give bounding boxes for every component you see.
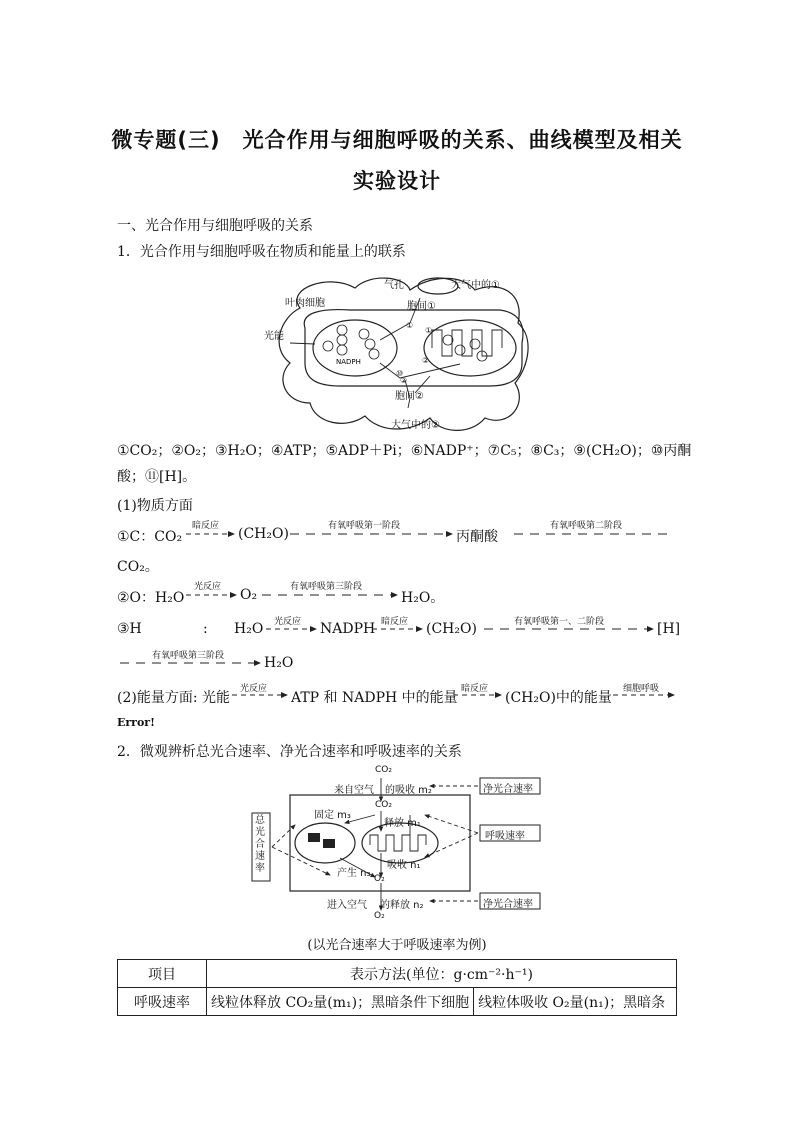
section-heading: 一、光合作用与细胞呼吸的关系 <box>117 218 313 234</box>
table-cell-respiration: 呼吸速率 <box>118 988 207 1016</box>
fig2-fix-m3: 固定 m₃ <box>314 810 351 821</box>
table-cell-co2: 线粒体释放 CO₂量(m₁)；黑暗条件下细胞 <box>207 988 474 1016</box>
table-cell-o2: 线粒体吸收 O₂量(n₁)；黑暗条 <box>474 988 677 1016</box>
item-2-heading: 2．微观辨析总光合速率、净光合速率和呼吸速率的关系 <box>117 744 462 760</box>
fig2-net-rate-1[interactable]: 净光合速率 <box>483 784 533 795</box>
fig2-from-air: 来自空气 <box>334 785 374 796</box>
hydrogen-colon: : <box>203 621 208 637</box>
table-header-item: 项目 <box>118 960 207 988</box>
fig1-intercellular1-label: 胞间① <box>407 301 436 312</box>
legend-line-1: ①CO₂；②O₂；③H₂O；④ATP；⑤ADP＋Pi；⑥NADP⁺；⑦C₅；⑧C₃；⑨(CH₂O)；⑩丙酮 <box>117 443 692 459</box>
oxygen-arrow1-label: 光反应 <box>194 582 222 592</box>
energy-arrow2-label: 暗反应 <box>461 684 489 694</box>
item-1-heading: 1．光合作用与细胞呼吸在物质和能量上的联系 <box>117 244 406 260</box>
hydrogen-path-start: ③H <box>117 621 142 637</box>
energy-arrow3-label: 细胞呼吸 <box>623 684 660 694</box>
carbon-path-end: CO₂。 <box>117 559 159 575</box>
fig1-intercellular2-label: 胞间② <box>395 391 424 402</box>
svg-text:⑩: ⑩ <box>396 369 404 378</box>
carbon-arrow3-label: 有氧呼吸第二阶段 <box>550 521 623 531</box>
fig1-mesophyll-label: 叶肉细胞 <box>285 298 325 309</box>
material-heading: (1)物质方面 <box>117 498 193 514</box>
fig1-air2-label: 大气中的② <box>391 420 440 431</box>
fig2-o2-mid: O₂ <box>374 874 385 884</box>
carbon-m1: (CH₂O) <box>238 526 289 542</box>
oxygen-m1: O₂ <box>240 587 258 603</box>
svg-text:②: ② <box>422 356 430 365</box>
svg-text:①: ① <box>406 321 414 330</box>
hydrogen-arrow3-label: 有氧呼吸第一、二阶段 <box>514 617 605 627</box>
fig2-total-rate[interactable]: 总光合速率 <box>255 815 265 874</box>
page-title-line1: 微专题(三) 光合作用与细胞呼吸的关系、曲线模型及相关 <box>111 128 683 152</box>
rates-table <box>117 959 677 1016</box>
fig2-net-rate-2[interactable]: 净光合速率 <box>483 899 533 910</box>
fig2-co2-top: CO₂ <box>375 765 392 775</box>
fig2-absorb-n1: 吸收 n₁ <box>387 860 421 871</box>
fig2-caption: (以光合速率大于呼吸速率为例) <box>307 938 487 953</box>
energy-arrow1-label: 光反应 <box>240 684 268 694</box>
oxygen-path-start: ②O：H₂O <box>117 590 185 606</box>
table-header-method: 表示方法(单位：g·cm⁻²·h⁻¹) <box>207 960 677 988</box>
oxygen-arrow2-label: 有氧呼吸第三阶段 <box>290 582 363 592</box>
error-text: Error! <box>117 716 155 729</box>
svg-text:NADPH: NADPH <box>336 358 361 366</box>
fig1-light-energy-label: 光能 <box>264 331 284 342</box>
svg-text:②: ② <box>400 376 408 385</box>
chloroplast-shape <box>313 320 397 376</box>
oxygen-end: H₂O。 <box>401 590 445 606</box>
carbon-path-start: ①C：CO₂ <box>117 529 183 545</box>
fig2-release-n2: 的释放 n₂ <box>380 900 424 911</box>
fig1-stoma-label: 气孔 <box>384 280 404 291</box>
fig1-air1-label: 大气中的① <box>451 280 500 291</box>
carbon-arrow2-label: 有氧呼吸第一阶段 <box>328 521 401 531</box>
fig2-produce-n3: 产生 n₃ <box>337 868 371 879</box>
hydrogen-m2: (CH₂O) <box>426 621 477 637</box>
energy-path-start: (2)能量方面: 光能 <box>117 690 230 706</box>
hydrogen-arrow1-label: 光反应 <box>274 617 302 627</box>
fig2-co2-mid: CO₂ <box>375 800 392 810</box>
hydrogen-m0: H₂O <box>234 621 264 637</box>
energy-m2: (CH₂O)中的能量 <box>505 690 612 706</box>
hydrogen-m1: NADPH <box>320 621 376 637</box>
fig2-into-air: 进入空气 <box>327 900 367 911</box>
fig2-resp-rate[interactable]: 呼吸速率 <box>485 831 525 842</box>
table-header-row <box>118 960 677 988</box>
hydrogen-arrow4-label: 有氧呼吸第三阶段 <box>152 651 225 661</box>
page-title-line2: 实验设计 <box>353 169 441 193</box>
fig2-absorb-m2: 的吸收 m₂ <box>385 785 432 796</box>
fig2-o2-bottom: O₂ <box>374 911 385 921</box>
svg-text:①: ① <box>425 326 433 335</box>
hydrogen-m3: [H] <box>657 621 681 637</box>
carbon-arrow1-label: 暗反应 <box>192 521 220 531</box>
legend-line-2: 酸；⑪[H]。 <box>117 469 197 485</box>
hydrogen-arrow2-label: 暗反应 <box>381 617 409 627</box>
energy-m1: ATP 和 NADPH 中的能量 <box>291 690 458 706</box>
fig2-release-m1: 释放 m₁ <box>384 818 421 829</box>
hydrogen-end: H₂O <box>264 655 294 671</box>
carbon-m2: 丙酮酸 <box>456 529 498 545</box>
table-row <box>118 988 677 1016</box>
